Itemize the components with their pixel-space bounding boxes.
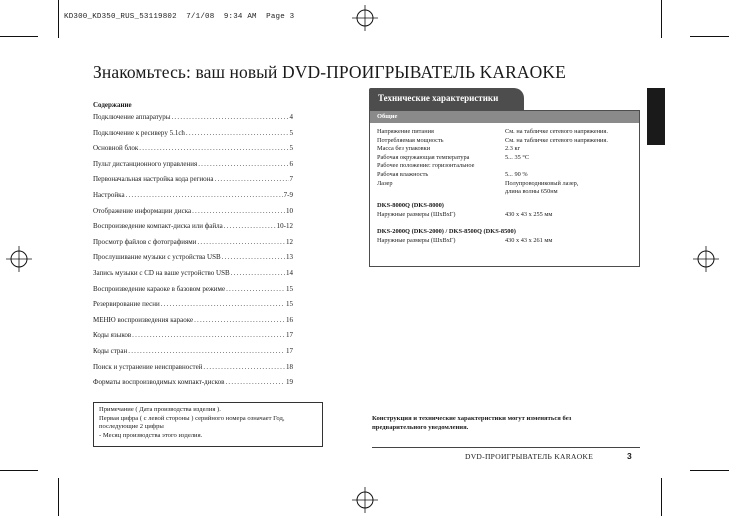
toc-item[interactable] <box>93 268 293 284</box>
spec-row <box>377 137 639 146</box>
toc-item[interactable] <box>93 315 293 331</box>
crop-mark <box>661 0 662 38</box>
toc-leader <box>171 112 288 122</box>
spec-key: Рабочая влажность <box>377 170 429 178</box>
spec-key: Наружные размеры (ШхВхГ) <box>377 237 456 245</box>
crop-mark <box>690 36 729 37</box>
toc-item-label: Отображение информации диска <box>93 206 192 215</box>
production-date-note <box>93 402 323 447</box>
toc-item[interactable] <box>93 284 293 300</box>
registration-mark-icon <box>352 487 378 513</box>
toc-item[interactable] <box>93 362 293 378</box>
toc-item-label: Воспроизведение компакт-диска или файла <box>93 222 223 231</box>
toc-leader <box>222 252 285 262</box>
toc-item-label: Резервирование песни <box>93 300 160 309</box>
note-line: - Месяц производства этого изделия. <box>99 432 203 440</box>
toc-item-page: 7-9 <box>283 190 293 199</box>
toc-item-page: 13 <box>286 253 293 262</box>
toc-item[interactable] <box>93 174 293 190</box>
toc-item-label: Воспроизведение караоке в базовом режиме <box>93 284 226 293</box>
toc-leader <box>215 174 289 184</box>
toc-leader <box>224 221 276 231</box>
toc-leader <box>203 362 285 372</box>
toc-item[interactable] <box>93 128 293 144</box>
toc-item-label: Коды языков <box>93 331 132 340</box>
spec-row <box>377 154 639 163</box>
crop-mark <box>58 478 59 516</box>
toc-item-page: 6 <box>289 159 293 168</box>
spec-value: См. на табличке сетевого напряжения. <box>505 128 608 135</box>
spec-value: 2.3 кг <box>505 145 521 153</box>
toc-item[interactable] <box>93 206 293 222</box>
spec-row <box>377 162 639 171</box>
toc-item-page: 17 <box>286 331 293 340</box>
registration-mark-icon <box>693 246 719 272</box>
toc-heading: Содержание <box>93 101 132 109</box>
notice-line: Конструкция и технические характеристики могут изменяться без <box>372 415 572 422</box>
toc-item-label: Пульт дистанционного управления <box>93 159 198 168</box>
toc-leader <box>194 315 285 325</box>
toc-item-page: 5 <box>289 144 293 153</box>
spec-row <box>377 237 639 246</box>
toc-item-page: 7 <box>289 175 293 184</box>
crop-mark <box>58 0 59 38</box>
toc-item-label: Настройка <box>93 190 125 199</box>
toc-item-label: Запись музыки с CD на ваше устройство USB <box>93 268 230 277</box>
toc-item-page: 16 <box>286 315 293 324</box>
toc-leader <box>225 377 285 387</box>
spec-key: Наружные размеры (ШхВхГ) <box>377 210 456 218</box>
specs-section-title: Общие <box>370 111 639 123</box>
spec-row <box>377 211 639 220</box>
toc-item[interactable] <box>93 221 293 237</box>
toc-item-page: 18 <box>286 362 293 371</box>
page-number: 3 <box>627 451 632 461</box>
specs-tab-title: Технические характеристики <box>369 88 524 110</box>
registration-mark-icon <box>352 5 378 31</box>
specs-panel <box>369 110 640 267</box>
toc-leader <box>126 190 283 200</box>
notice-line: предварительного уведомления. <box>372 424 469 431</box>
toc-item[interactable] <box>93 237 293 253</box>
toc-item[interactable] <box>93 377 293 393</box>
table-of-contents <box>93 100 293 393</box>
spec-key: Рабочая окружающая температура <box>377 153 470 161</box>
spec-key: Рабочее положение: горизонтальное <box>377 162 475 170</box>
toc-item[interactable] <box>93 112 293 128</box>
footer-title: DVD-ПРОИГРЫВАТЕЛЬ KARAOKE <box>465 452 594 461</box>
toc-item-label: Просмотр файлов с фотографиями <box>93 237 197 246</box>
note-line: последующие 2 цифры <box>99 423 164 431</box>
toc-item[interactable] <box>93 143 293 159</box>
spec-value: 430 x 43 x 255 мм <box>505 210 553 218</box>
toc-item[interactable] <box>93 330 293 346</box>
toc-leader <box>161 299 285 309</box>
toc-item[interactable] <box>93 252 293 268</box>
toc-leader <box>139 143 288 153</box>
model-title: DKS-2000Q (DKS-2000) / DKS-8500Q (DKS-8500) <box>377 228 516 236</box>
toc-item[interactable] <box>93 346 293 362</box>
toc-item-label: Поиск и устранение неисправностей <box>93 362 203 371</box>
spec-row <box>377 180 639 189</box>
spec-value <box>505 162 639 171</box>
toc-item-page: 5 <box>289 128 293 137</box>
spec-key: Лазер <box>377 179 393 187</box>
toc-item-label: Первоначальная настройка кода региона <box>93 175 214 184</box>
print-header: KD300_KD350_RUS_53119802 7/1/08 9:34 AM Page 3 <box>64 13 295 21</box>
spec-row <box>377 145 639 154</box>
toc-item[interactable] <box>93 299 293 315</box>
spec-value: 5... 35 °C <box>505 153 530 161</box>
toc-item-page: 17 <box>286 346 293 355</box>
note-line: Первая цифра ( с левой стороны ) серийного номера означает Год, <box>99 414 285 422</box>
spec-key <box>377 188 505 197</box>
toc-item-page: 10-12 <box>276 222 293 231</box>
toc-item-label: Форматы воспроизводимых компакт-дисков <box>93 378 225 387</box>
toc-leader <box>186 128 289 138</box>
toc-item[interactable] <box>93 159 293 175</box>
crop-mark <box>0 36 38 37</box>
section-thumb-tab <box>647 88 665 145</box>
page-title: Знакомьтесь: ваш новый DVD-ПРОИГРЫВАТЕЛЬ KARAOKE <box>93 62 566 82</box>
spec-key: Масса без упаковки <box>377 145 431 153</box>
toc-item-page: 15 <box>286 284 293 293</box>
toc-leader <box>128 346 285 356</box>
toc-item-page: 19 <box>286 378 293 387</box>
toc-leader <box>132 330 285 340</box>
toc-leader <box>198 159 288 169</box>
toc-item[interactable] <box>93 190 293 206</box>
toc-item-label: Подключение аппаратуры <box>93 113 171 121</box>
toc-item-page: 15 <box>286 300 293 309</box>
toc-item-label: Подключение к ресиверу 5.1ch <box>93 128 185 137</box>
spec-key: Потребляемая мощность <box>377 136 444 144</box>
toc-leader <box>226 284 285 294</box>
toc-item-page: 10 <box>286 206 293 215</box>
crop-mark <box>661 478 662 516</box>
toc-item-label: Коды стран <box>93 346 128 355</box>
crop-mark <box>690 470 729 471</box>
spec-row <box>377 188 639 197</box>
toc-item-page: 12 <box>286 237 293 246</box>
crop-mark <box>0 470 38 471</box>
footer-divider <box>372 447 640 448</box>
spec-row <box>377 128 639 137</box>
note-line: Примечание ( Дата производства изделия ). <box>99 406 221 413</box>
spec-value: Полупроводниковый лазер, <box>505 179 579 187</box>
toc-item-label: МЕНЮ воспроизведения караоке <box>93 315 194 324</box>
spec-key: Напряжение питания <box>377 128 434 135</box>
toc-leader <box>192 206 285 216</box>
toc-item-page: 4 <box>289 113 293 121</box>
toc-item-label: Основной блок <box>93 144 139 153</box>
spec-value: 5... 90 % <box>505 170 528 178</box>
model-title: DKS-8000Q (DKS-8000) <box>377 201 444 209</box>
spec-value: См. на табличке сетевого напряжения. <box>505 136 608 144</box>
change-notice <box>372 414 632 432</box>
spec-value: 430 x 43 x 261 мм <box>505 237 553 245</box>
spec-row <box>377 171 639 180</box>
registration-mark-icon <box>6 246 32 272</box>
toc-leader <box>231 268 285 278</box>
spec-value: длина волны 650нм <box>505 188 558 196</box>
toc-item-page: 14 <box>286 268 293 277</box>
toc-leader <box>197 237 285 247</box>
toc-item-label: Прослушивание музыки с устройства USB <box>93 253 221 262</box>
